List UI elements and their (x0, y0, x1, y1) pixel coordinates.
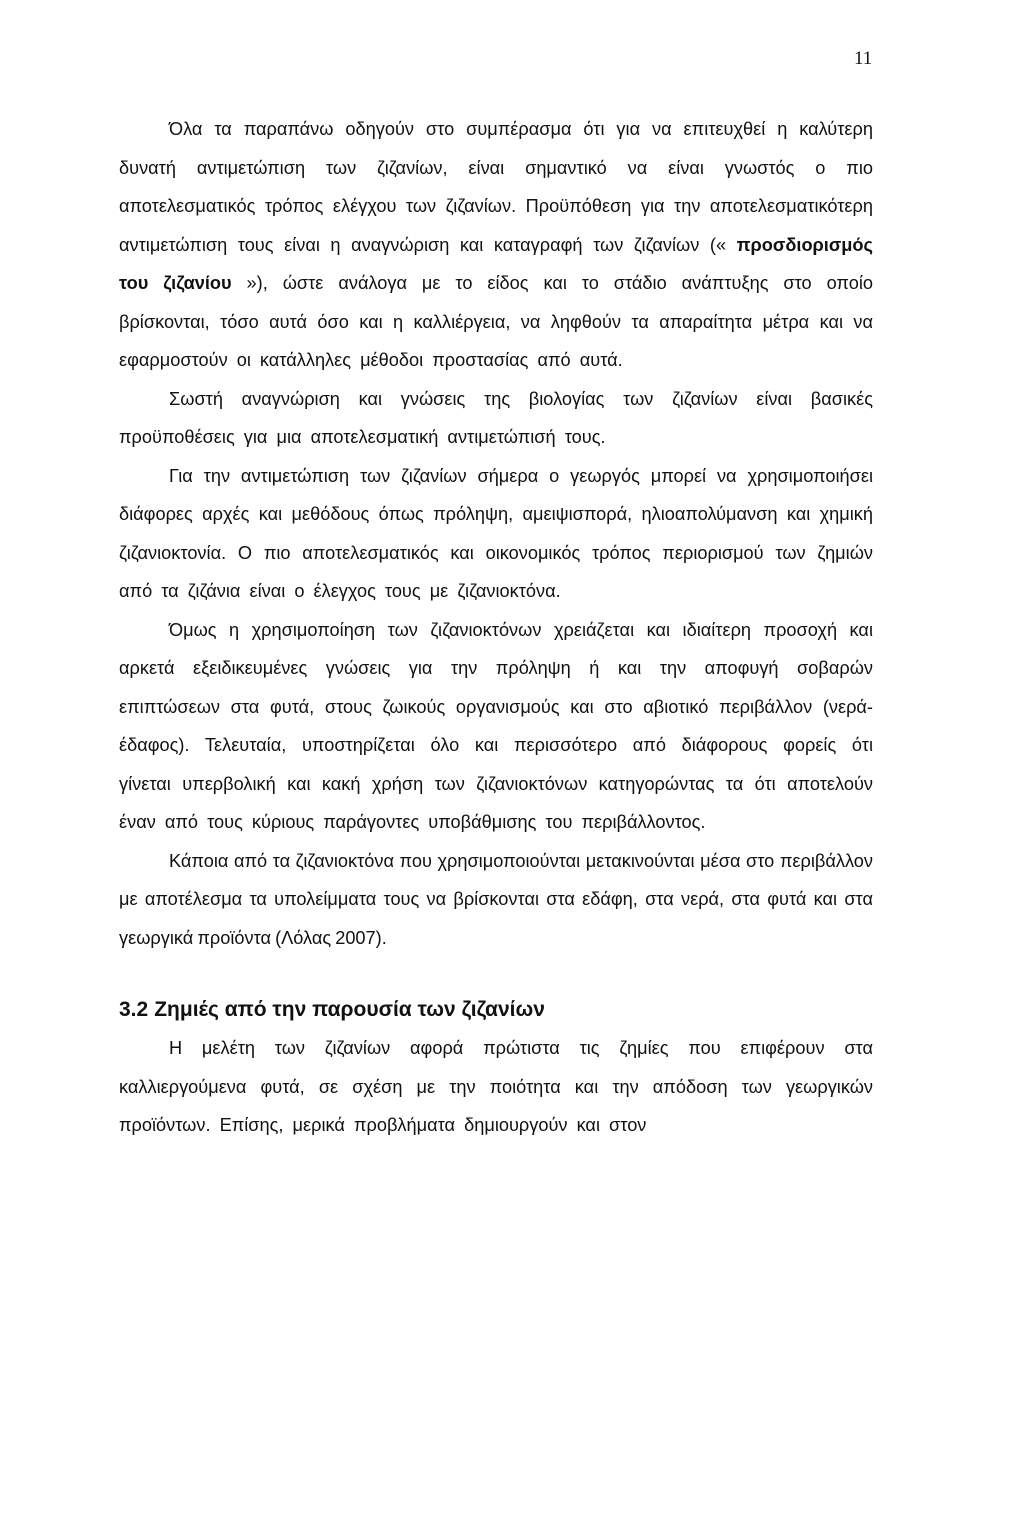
section-heading (119, 991, 873, 1029)
document-body (119, 110, 873, 1145)
section-number: 3.2 (119, 998, 149, 1021)
paragraph-methods: Για την αντιμετώπιση των ζιζανίων σήμερα ο γεωργός μπορεί να χρησιμοποιήσει διάφορες αρχές και μεθόδους όπως πρόληψη, αμειψισπορά, ηλιοαπολύμανση και χημική ζιζανιοκτονία. Ο πιο αποτελεσματικός και οικονομικός τρόπος περιορισμού των ζημιών από τα ζιζάνια είναι ο έλεγχος τους με ζιζανιοκτόνα. (119, 465, 873, 601)
paragraph-text: »), ώστε ανάλογα με το είδος και το στάδιο ανάπτυξης στο οποίο βρίσκονται, τόσο αυτά όσο και η καλλιέργεια, να ληφθούν τα απαραίτητα μέτρα και να εφαρμοστούν οι κατάλληλες μέθοδοι προστασίας από αυτά. (119, 273, 873, 370)
page-number: 11 (854, 48, 873, 69)
paragraph-damage-study: Η μελέτη των ζιζανίων αφορά πρώτιστα τις ζημίες που επιφέρουν στα καλλιεργούμενα φυτά, σε σχέση με την ποιότητα και την απόδοση των γεωργικών προϊόντων. Επίσης, μερικά προβλήματα δημιουργούν και στον (119, 1038, 873, 1135)
paragraph-text: Όλα τα παραπάνω οδηγούν στο συμπέρασμα ότι για να επιτευχθεί η καλύτερη δυνατή αντιμετώπιση των ζιζανίων, είναι σημαντικό να είναι γνωστός ο πιο αποτελεσματικός τρόπος ελέγχου των ζιζανίων. Προϋπόθεση για την αποτελεσματικότερη αντιμετώπιση τους είναι η αναγνώριση και καταγραφή των ζιζανίων (« (119, 119, 873, 255)
paragraph-identification: Σωστή αναγνώριση και γνώσεις της βιολογίας των ζιζανίων είναι βασικές προϋποθέσεις για μια αποτελεσματική αντιμετώπισή τους. (119, 388, 873, 447)
bold-term: προσδιορισμός του ζιζανίου (119, 234, 873, 293)
section-title: Ζημιές από την παρουσία των ζιζανίων (154, 998, 545, 1021)
paragraph-herbicide-risks: Όμως η χρησιμοποίηση των ζιζανιοκτόνων χρειάζεται και ιδιαίτερη προσοχή και αρκετά εξειδικευμένες γνώσεις για την πρόληψη ή και την αποφυγή σοβαρών επιπτώσεων στα φυτά, στους ζωικούς οργανισμούς και στο αβιοτικό περιβάλλον (νερά-έδαφος). Τελευταία, υποστηρίζεται όλο και περισσότερο από διάφορους φορείς ότι γίνεται υπερβολική και κακή χρήση των ζιζανιοκτόνων κατηγορώντας τα ότι αποτελούν έναν από τους κύριους παράγοντες υποβάθμισης του περιβάλλοντος. (119, 619, 873, 832)
paragraph-residues: Κάποια από τα ζιζανιοκτόνα που χρησιμοποιούνται μετακινούνται μέσα στο περιβάλλον με αποτέλεσμα τα υπολείμματα τους να βρίσκονται στα εδάφη, στα νερά, στα φυτά και στα γεωργικά προϊόντα (Λόλας 2007). (119, 850, 873, 948)
paragraph-weed-control-intro (119, 110, 873, 380)
